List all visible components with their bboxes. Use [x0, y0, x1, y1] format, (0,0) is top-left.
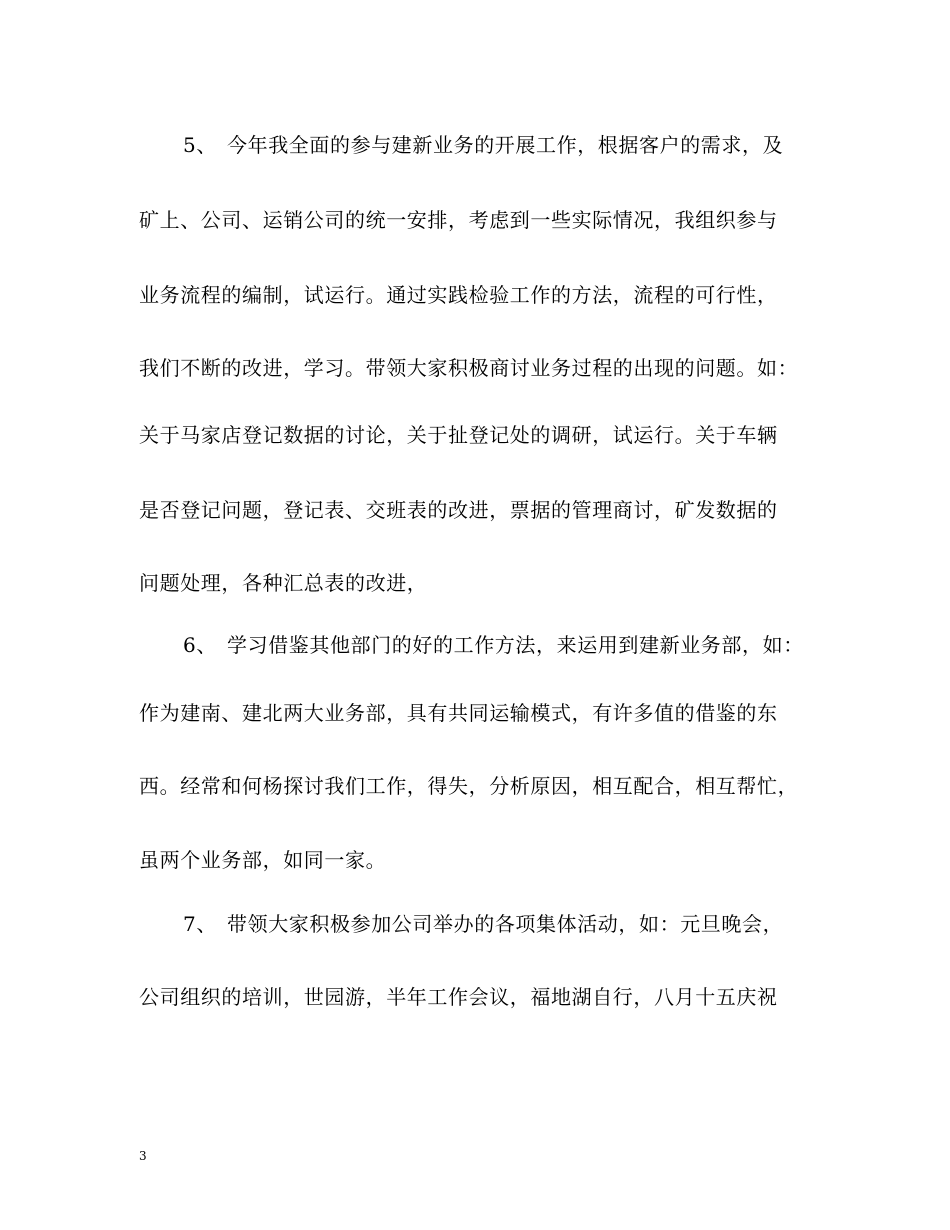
- paragraph-5-line-2: 矿上、公司、运销公司的统一安排，考虑到一些实际情况，我组织参与: [139, 208, 778, 232]
- paragraph-7-line-1: [183, 911, 883, 937]
- paragraph-5-line-3: 业务流程的编制，试运行。通过实践检验工作的方法，流程的可行性，: [139, 283, 778, 307]
- paragraph-5-line-6: 是否登记问题，登记表、交班表的改进，票据的管理商讨，矿发数据的: [139, 498, 778, 522]
- paragraph-6-text: 学习借鉴其他部门的好的工作方法，来运用到建新业务部，如：: [227, 633, 804, 657]
- paragraph-5-text: 今年我全面的参与建新业务的开展工作，根据客户的需求，及: [227, 133, 784, 157]
- paragraph-5-line-4: 我们不断的改进，学习。带领大家积极商讨业务过程的出现的问题。如：: [139, 356, 799, 380]
- paragraph-5-line-7: 问题处理，各种汇总表的改进，: [139, 571, 428, 595]
- paragraph-6-line-2: 作为建南、建北两大业务部，具有共同运输模式，有许多值的借鉴的东: [139, 701, 778, 725]
- paragraph-7-line-2: 公司组织的培训，世园游，半年工作会议，福地湖自行，八月十五庆祝: [139, 985, 778, 1009]
- paragraph-7-number: 7、: [183, 912, 217, 936]
- page-number: 3: [139, 1149, 147, 1163]
- paragraph-7-text: 带领大家积极参加公司举办的各项集体活动，如：元旦晚会，: [227, 912, 784, 936]
- paragraph-6-line-1: [183, 632, 883, 658]
- paragraph-6-number: 6、: [183, 633, 217, 657]
- paragraph-5-number: 5、: [183, 133, 217, 157]
- paragraph-5-line-5: 关于马家店登记数据的讨论，关于扯登记处的调研，试运行。关于车辆: [139, 423, 778, 447]
- paragraph-6-line-3: 西。经常和何杨探讨我们工作，得失，分析原因，相互配合，相互帮忙，: [139, 774, 799, 798]
- paragraph-6-line-4: 虽两个业务部，如同一家。: [139, 848, 387, 872]
- paragraph-5-line-1: [183, 132, 883, 158]
